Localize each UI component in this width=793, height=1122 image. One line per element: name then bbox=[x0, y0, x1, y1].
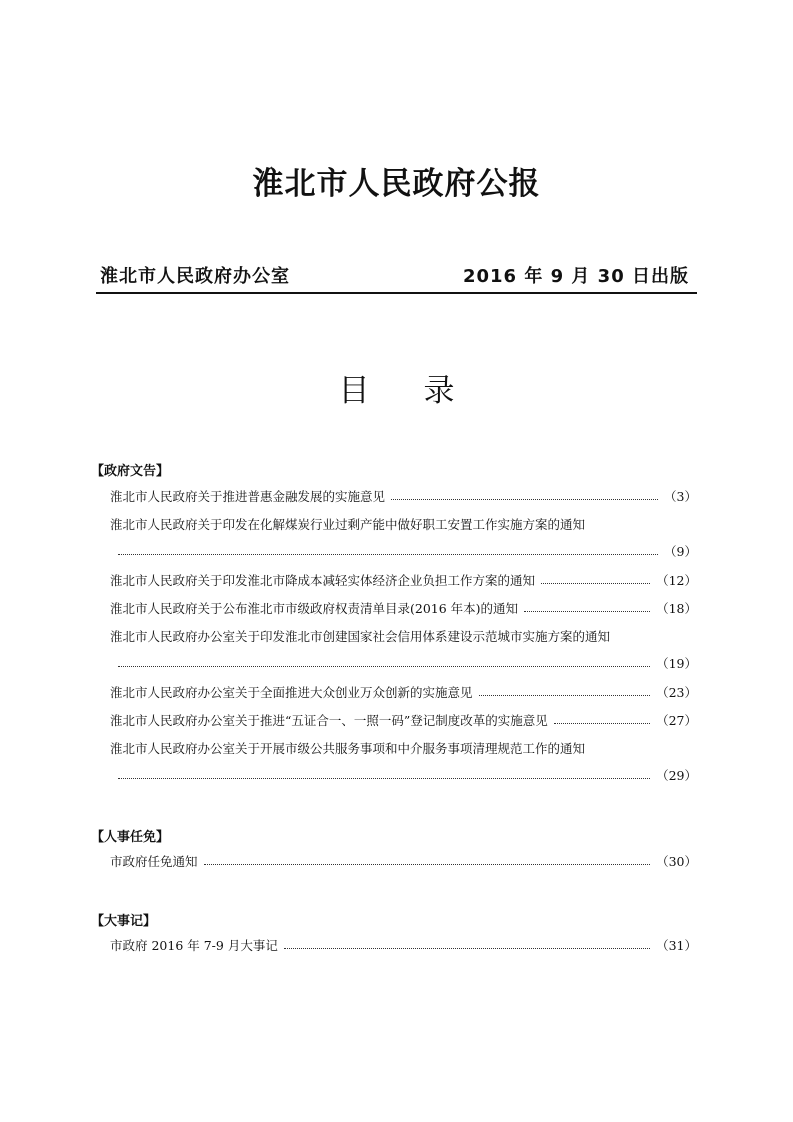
toc-entry[interactable] bbox=[110, 598, 697, 618]
dot-leader bbox=[204, 864, 651, 865]
toc-entry-title: 淮北市人民政府关于印发在化解煤炭行业过剩产能中做好职工安置工作实施方案的通知 bbox=[110, 517, 586, 532]
toc-entry-page: （19） bbox=[656, 656, 697, 671]
bulletin-title: 淮北市人民政府公报 bbox=[252, 166, 541, 202]
dot-leader bbox=[118, 666, 650, 667]
toc-entry-title: 淮北市人民政府办公室关于全面推进大众创业万众创新的实施意见 bbox=[110, 685, 473, 700]
toc-entry-page: （3） bbox=[664, 489, 697, 504]
toc-entry-continuation[interactable] bbox=[118, 765, 697, 785]
toc-entry-title: 淮北市人民政府关于公布淮北市市级政府权责清单目录(2016 年本)的通知 bbox=[110, 601, 519, 616]
toc-entry[interactable] bbox=[110, 514, 697, 534]
toc-entry-page: （12） bbox=[656, 573, 697, 588]
toc-entry[interactable] bbox=[110, 935, 697, 955]
toc-entry-continuation[interactable] bbox=[118, 541, 697, 561]
toc-entry[interactable] bbox=[110, 570, 697, 590]
toc-entry[interactable] bbox=[110, 710, 697, 730]
toc-entry-page: （30） bbox=[656, 854, 697, 869]
toc-entry-page: （18） bbox=[656, 601, 697, 616]
dot-leader bbox=[391, 499, 658, 500]
dot-leader bbox=[479, 695, 651, 696]
toc-entry-title: 市政府 2016 年 7-9 月大事记 bbox=[110, 938, 278, 953]
toc-entry-title: 市政府任免通知 bbox=[110, 854, 198, 869]
toc-entry-title: 淮北市人民政府关于推进普惠金融发展的实施意见 bbox=[110, 489, 386, 504]
dot-leader bbox=[118, 778, 650, 779]
dot-leader bbox=[524, 611, 650, 612]
toc-entry-title: 淮北市人民政府办公室关于印发淮北市创建国家社会信用体系建设示范城市实施方案的通知 bbox=[110, 629, 611, 644]
toc-heading: 目录 bbox=[338, 373, 509, 409]
toc-entry[interactable] bbox=[110, 682, 697, 702]
dot-leader bbox=[554, 723, 650, 724]
toc-entry-continuation[interactable] bbox=[118, 653, 697, 673]
toc-entry[interactable] bbox=[110, 486, 697, 506]
toc-entry-title: 淮北市人民政府办公室关于开展市级公共服务事项和中介服务事项清理规范工作的通知 bbox=[110, 741, 586, 756]
toc-entry-page: （31） bbox=[656, 938, 697, 953]
toc-entry-page: （29） bbox=[656, 768, 697, 783]
dot-leader bbox=[118, 554, 658, 555]
toc-entry-title: 淮北市人民政府关于印发淮北市降成本减轻实体经济企业负担工作方案的通知 bbox=[110, 573, 536, 588]
section-label-chronicle: 【大事记】 bbox=[91, 914, 157, 929]
toc-entry-page: （23） bbox=[656, 685, 697, 700]
toc-entry[interactable] bbox=[110, 626, 697, 646]
toc-entry[interactable] bbox=[110, 851, 697, 871]
section-label-personnel: 【人事任免】 bbox=[91, 830, 170, 845]
issuer: 淮北市人民政府办公室 bbox=[100, 266, 290, 287]
toc-entry-page: （27） bbox=[656, 713, 697, 728]
toc-entry-page: （9） bbox=[664, 544, 697, 559]
publication-bar bbox=[96, 262, 697, 294]
toc-entry-title: 淮北市人民政府办公室关于推进“五证合一、一照一码”登记制度改革的实施意见 bbox=[110, 713, 548, 728]
dot-leader bbox=[284, 948, 650, 949]
dot-leader bbox=[541, 583, 650, 584]
toc-entry[interactable] bbox=[110, 738, 697, 758]
publication-date: 2016 年 9 月 30 日出版 bbox=[462, 266, 689, 287]
section-label-government-documents: 【政府文告】 bbox=[91, 464, 170, 479]
